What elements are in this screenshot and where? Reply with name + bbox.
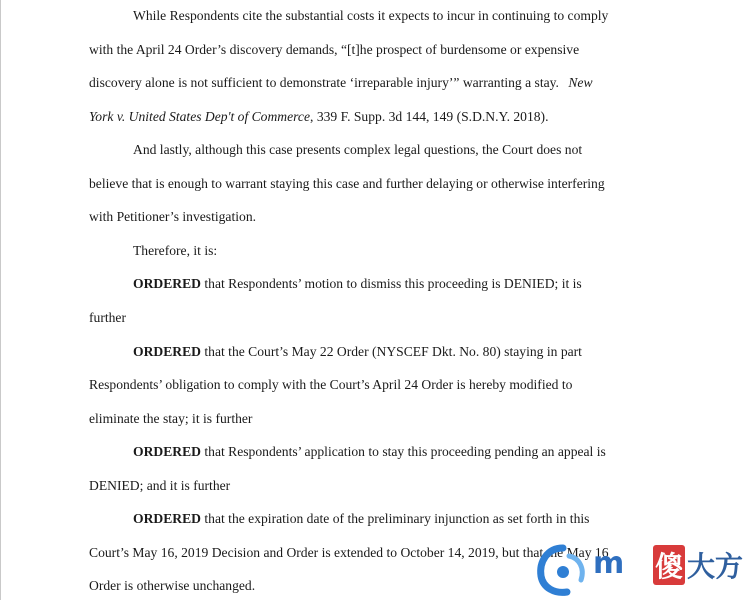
case-citation: New (568, 75, 593, 90)
watermark-logo-icon (533, 542, 593, 598)
text-line: further (89, 310, 126, 325)
text-line: DENIED; and it is further (89, 478, 231, 493)
text-line: Therefore, it is: (133, 243, 218, 258)
order-line (133, 276, 582, 292)
page-border (0, 0, 1, 600)
text-line: believe that is enough to warrant staying this case and further delaying or otherwise interfering (89, 176, 605, 191)
watermark (533, 540, 743, 600)
text-line (89, 109, 548, 125)
text-line: And lastly, although this case presents complex legal questions, the Court does not (133, 142, 583, 157)
text-span: that Respondents’ motion to dismiss this proceeding is DENIED; it is (200, 276, 582, 291)
text-line (89, 75, 593, 91)
text-span: that Respondents’ application to stay this proceeding pending an appeal is (200, 444, 606, 459)
order-line (133, 444, 606, 460)
text-line: While Respondents cite the substantial costs it expects to incur in continuing to comply (133, 8, 609, 23)
ordered-keyword: ORDERED (133, 511, 201, 526)
text-span: discovery alone is not sufficient to demonstrate ‘irreparable injury’” warranting a stay. (89, 75, 559, 90)
text-line: with the April 24 Order’s discovery demands, “[t]he prospect of burdensome or expensive (89, 42, 580, 57)
order-line (133, 344, 582, 360)
ordered-keyword: ORDERED (133, 444, 201, 459)
text-span: that the expiration date of the preliminary injunction as set forth in this (200, 511, 590, 526)
ordered-keyword: ORDERED (133, 344, 201, 359)
watermark-rest: 大方 (687, 550, 744, 583)
text-span: that the Court’s May 22 Order (NYSCEF Dkt. No. 80) staying in part (200, 344, 582, 359)
ordered-keyword: ORDERED (133, 276, 201, 291)
text-line: with Petitioner’s investigation. (89, 209, 257, 224)
text-line: Order is otherwise unchanged. (89, 578, 256, 593)
text-line: eliminate the stay; it is further (89, 411, 253, 426)
text-line: Respondents’ obligation to comply with the Court’s April 24 Order is hereby modified to (89, 377, 573, 392)
watermark-box-char: 傻 (653, 545, 685, 585)
watermark-text (653, 545, 743, 585)
case-citation: York v. United States Dep't of Commerce (89, 109, 311, 124)
citation-reference: , 339 F. Supp. 3d 144, 149 (S.D.N.Y. 2018). (310, 109, 549, 124)
text-line: Court’s May 16, 2019 Decision and Order is extended to October 14, 2019, but that the May 16 (89, 545, 609, 560)
watermark-mark: m (593, 546, 625, 581)
order-line (133, 511, 589, 527)
